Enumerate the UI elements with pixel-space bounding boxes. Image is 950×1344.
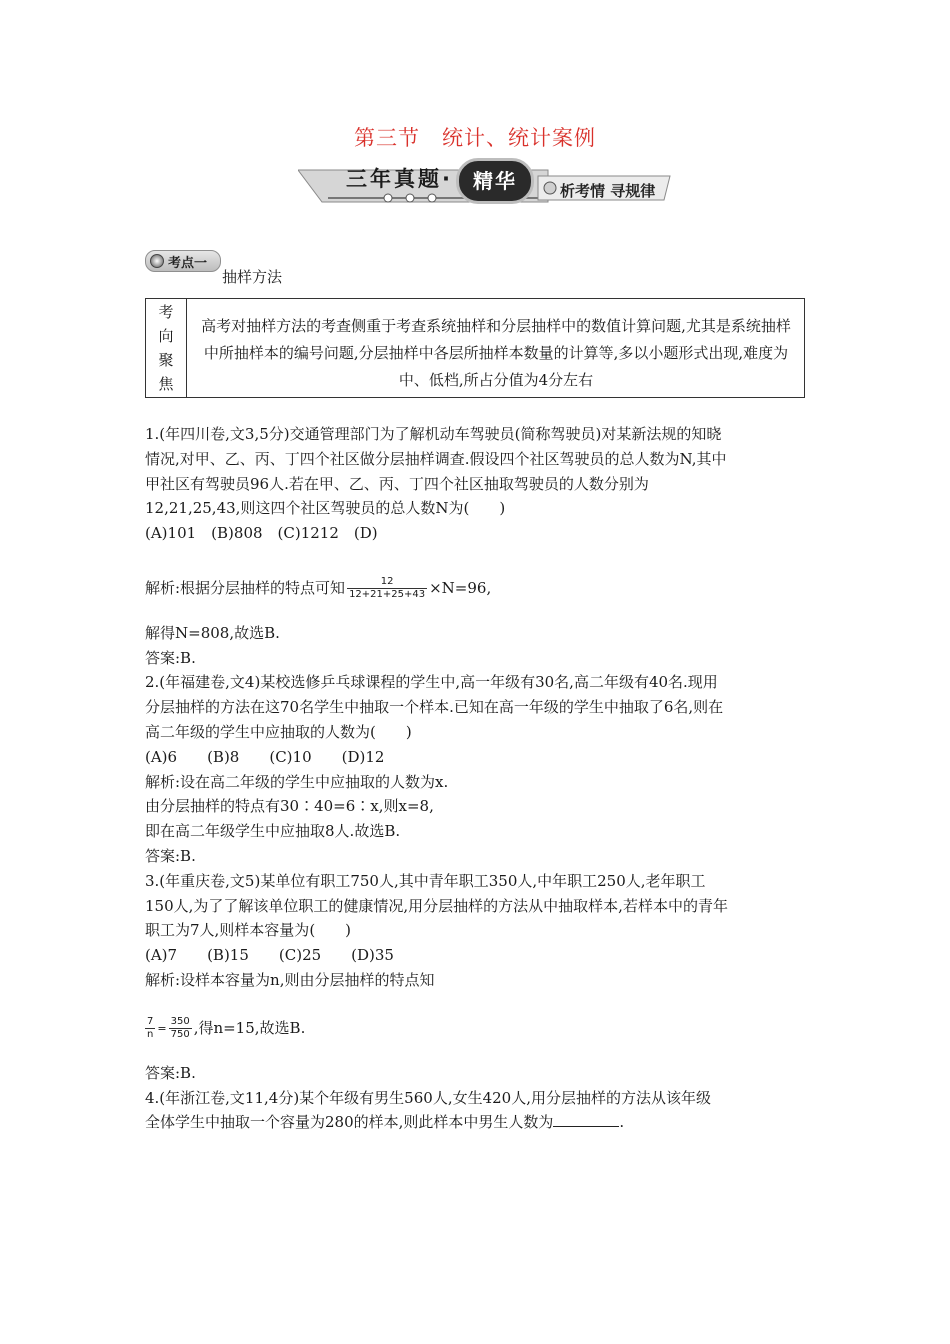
fraction-numerator: 12 — [347, 576, 427, 589]
fraction-denominator: 12+21+25+43 — [349, 589, 426, 601]
banner-circle-badge: 精华 — [456, 158, 534, 204]
question-text-part: 全体学生中抽取一个容量为280的样本,则此样本中男生人数为 — [145, 1113, 554, 1132]
fraction-denominator: n — [147, 1029, 154, 1041]
exam-focus-box — [145, 298, 805, 398]
answer-options: (A)101 (B)808 (C)1212 (D) — [145, 524, 378, 543]
answer-blank[interactable] — [553, 1112, 619, 1127]
question-text: 职工为7人,则样本容量为( ) — [145, 921, 352, 940]
solution-line — [145, 571, 810, 605]
section-badge-label: 考点一 — [168, 256, 208, 271]
bullet-icon — [150, 254, 164, 268]
focus-label-char: 聚 — [158, 351, 174, 369]
fraction — [145, 1016, 155, 1041]
question-text: 高二年级的学生中应抽取的人数为( ) — [145, 722, 412, 741]
question-text: 4.(年浙江卷,文11,4分)某个年级有男生560人,女生420人,用分层抽样的方法从该年级 — [145, 1088, 711, 1107]
question-text: 情况,对甲、乙、丙、丁四个社区做分层抽样调查.假设四个社区驾驶员的总人数为N,其中 — [145, 449, 727, 468]
answer-line: 答案:B. — [145, 1063, 196, 1082]
answer-line: 答案:B. — [145, 846, 196, 865]
solution-line: 由分层抽样的特点有30∶40=6∶x,则x=8, — [145, 797, 434, 816]
fraction-numerator: 7 — [147, 1016, 154, 1028]
question-text — [145, 1110, 810, 1135]
solution-line: 解得N=808,故选B. — [145, 623, 280, 642]
solution-line: 即在高二年级学生中应抽取8人.故选B. — [145, 822, 401, 841]
solution-line: 解析:设在高二年级的学生中应抽取的人数为x. — [145, 772, 449, 791]
answer-line: 答案:B. — [145, 648, 196, 667]
solution-text: ,得n=15,故选B. — [193, 1018, 306, 1037]
question-text: 1.(年四川卷,文3,5分)交通管理部门为了解机动车驾驶员(简称驾驶员)对某新法规的知晓 — [145, 425, 722, 443]
banner-main-text: 三年真题· — [346, 167, 453, 191]
focus-label-char: 焦 — [158, 375, 174, 393]
section-badge — [145, 250, 221, 272]
focus-label-char: 向 — [158, 327, 174, 345]
equals-sign: = — [157, 1021, 167, 1035]
question-1 — [145, 422, 810, 670]
solution-text: ×N=96, — [429, 578, 492, 597]
fraction — [169, 1016, 192, 1041]
question-text: 3.(年重庆卷,文5)某单位有职工750人,其中青年职工350人,中年职工250人,老年职工 — [145, 871, 706, 890]
fraction — [347, 576, 427, 601]
question-text: 甲社区有驾驶员96人.若在甲、乙、丙、丁四个社区抽取驾驶员的人数分别为 — [145, 474, 649, 493]
answer-options: (A)7 (B)15 (C)25 (D)35 — [145, 946, 394, 965]
question-text-end: . — [619, 1113, 625, 1132]
section-banner — [298, 158, 678, 204]
question-4 — [145, 1086, 810, 1136]
question-3 — [145, 869, 810, 1086]
fraction-denominator: 750 — [170, 1029, 190, 1041]
question-2 — [145, 670, 810, 868]
solution-text: 解析:根据分层抽样的特点可知 — [145, 578, 346, 597]
questions — [145, 422, 810, 1135]
page-title: 第三节 统计、统计案例 — [354, 126, 596, 150]
section-title: 抽样方法 — [222, 268, 283, 286]
focus-label-char: 考 — [158, 303, 174, 321]
solution-line: 解析:设样本容量为n,则由分层抽样的特点知 — [145, 970, 435, 989]
question-text: 2.(年福建卷,文4)某校选修乒乓球课程的学生中,高一年级有30名,高二年级有40名.现用 — [145, 673, 718, 692]
question-text: 12,21,25,43,则这四个社区驾驶员的总人数N为( ) — [145, 499, 506, 518]
focus-text: 高考对抽样方法的考查侧重于考查系统抽样和分层抽样中的数值计算问题,尤其是系统抽样中所抽样本的编号问题,分层抽样中各层所抽样本数量的计算等,多以小题形式出现,难度为中、低档,所占分值为4分左右 — [201, 317, 791, 389]
focus-label — [146, 299, 187, 397]
answer-options: (A)6 (B)8 (C)10 (D)12 — [145, 747, 385, 766]
banner-subtitle: 析考情 寻规律 — [560, 182, 656, 200]
fraction-numerator: 350 — [170, 1016, 190, 1028]
question-text: 分层抽样的方法在这70名学生中抽取一个样本.已知在高一年级的学生中抽取了6名,则在 — [145, 698, 724, 717]
solution-line — [145, 1011, 810, 1045]
question-text: 150人,为了了解该单位职工的健康情况,用分层抽样的方法从中抽取样本,若样本中的青年 — [145, 896, 728, 915]
